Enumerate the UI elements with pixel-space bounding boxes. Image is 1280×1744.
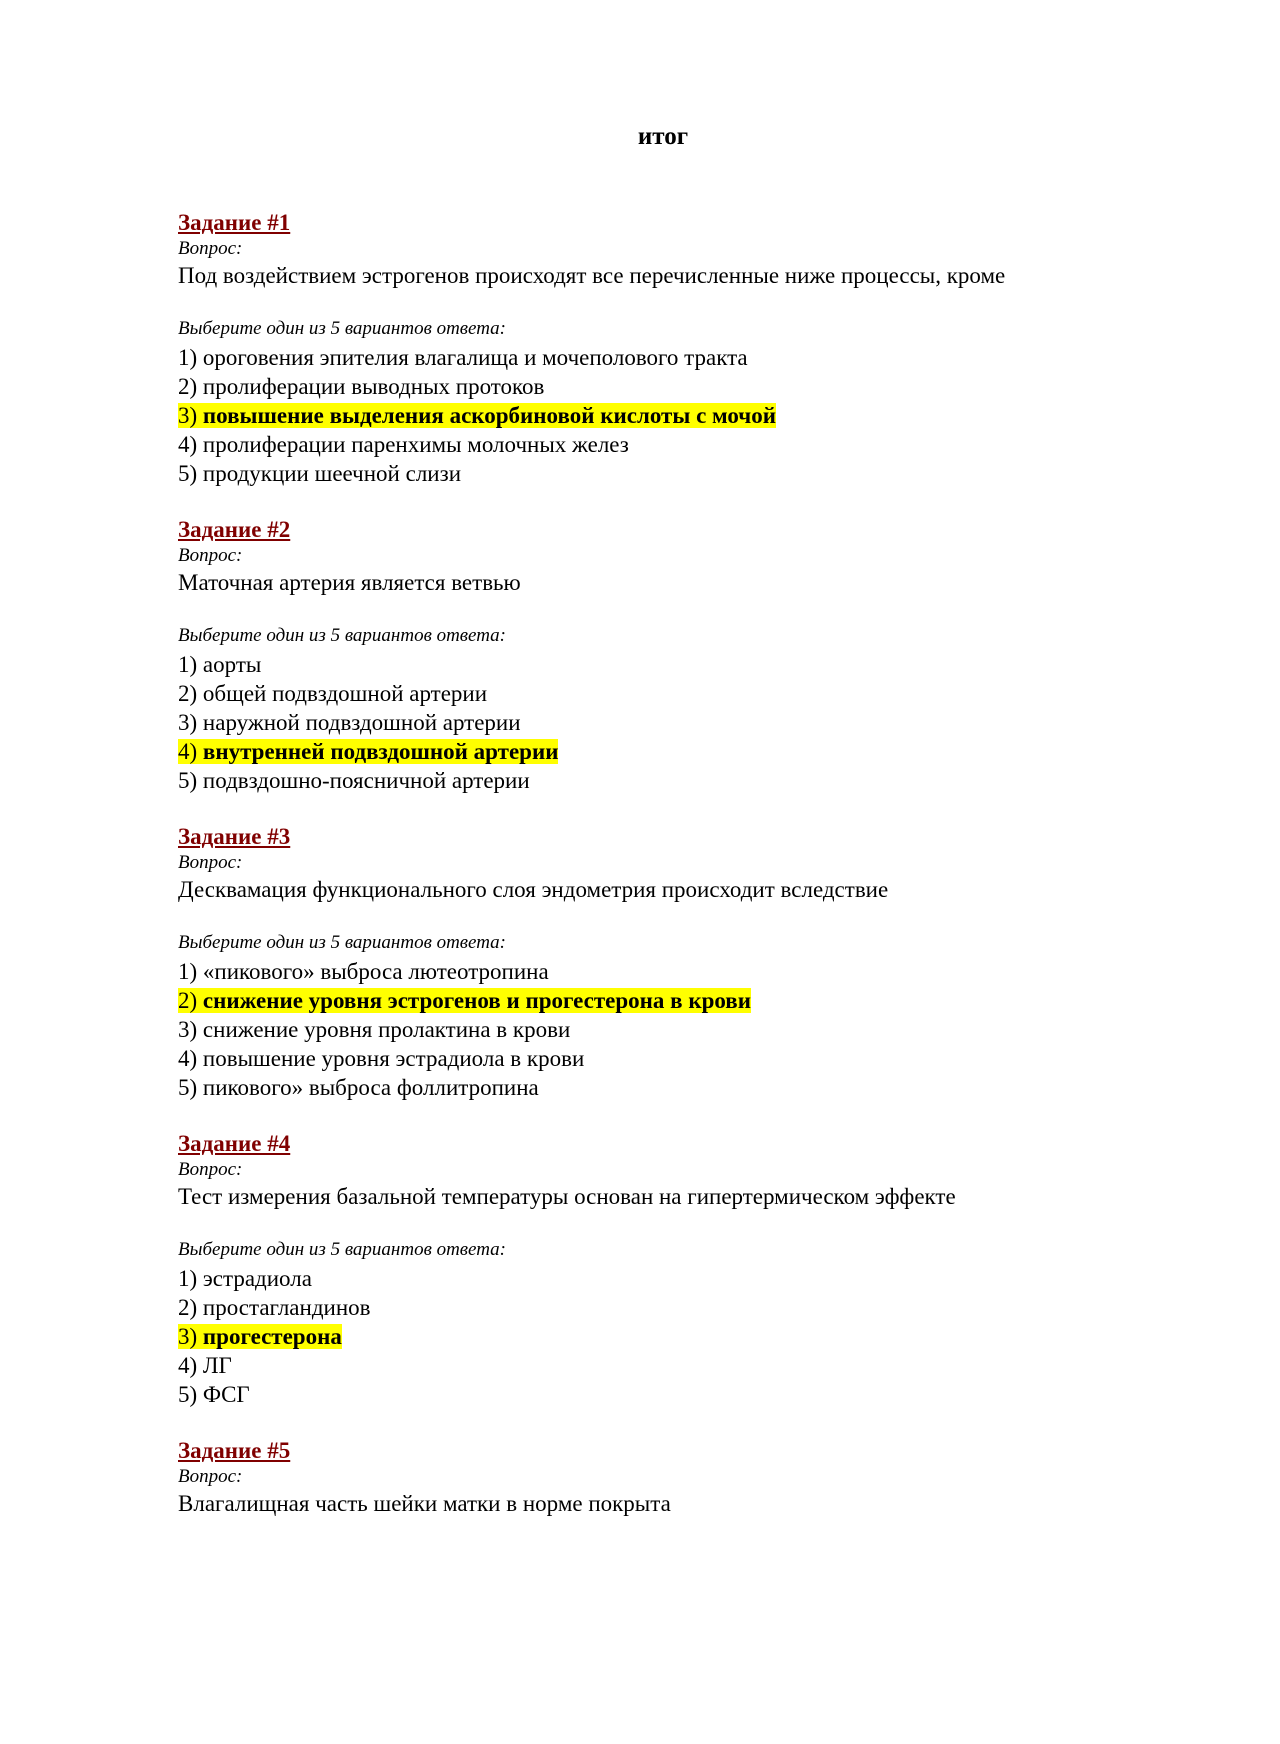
- option-highlight: [178, 710, 521, 735]
- answer-option: [178, 1293, 1118, 1322]
- option-highlight: [178, 681, 487, 706]
- option-text: пикового» выброса фоллитропина: [202, 1075, 539, 1100]
- option-highlight: [178, 1266, 312, 1291]
- option-highlight: [178, 1382, 250, 1407]
- question-label: Вопрос:: [178, 852, 243, 873]
- task-list: [178, 209, 1118, 1744]
- answer-option-correct: [178, 1322, 1118, 1351]
- option-number: 4): [178, 739, 198, 764]
- option-highlight: [178, 1295, 371, 1320]
- task-heading: Задание #5: [178, 1438, 291, 1463]
- task-heading: Задание #4: [178, 1131, 291, 1156]
- answer-option: [178, 430, 1118, 459]
- option-number: 2): [178, 681, 198, 706]
- option-highlight: [178, 1046, 584, 1071]
- option-number: 3): [178, 1017, 198, 1042]
- task-block: [178, 823, 1118, 1130]
- answer-option: [178, 343, 1118, 372]
- question-label: Вопрос:: [178, 545, 243, 566]
- spacer: [178, 597, 1118, 621]
- option-text: «пикового» выброса лютеотропина: [202, 959, 549, 984]
- answer-option: [178, 650, 1118, 679]
- task-block: [178, 1130, 1118, 1437]
- option-number: 1): [178, 345, 198, 370]
- task-block: [178, 1437, 1118, 1744]
- task-heading: Задание #1: [178, 210, 291, 235]
- option-text: ФСГ: [202, 1382, 250, 1407]
- option-text: общей подвздошной артерии: [202, 681, 488, 706]
- answer-option-correct: [178, 737, 1118, 766]
- option-text: эстрадиола: [202, 1266, 312, 1291]
- option-number: 2): [178, 374, 198, 399]
- option-number: 1): [178, 959, 198, 984]
- answer-option-correct: [178, 986, 1118, 1015]
- option-highlight: [178, 1353, 232, 1378]
- option-text: снижение уровня пролактина в крови: [202, 1017, 571, 1042]
- option-number: 4): [178, 1046, 198, 1071]
- question-label: Вопрос:: [178, 1466, 243, 1487]
- option-number: 1): [178, 1266, 198, 1291]
- answer-instruction: Выберите один из 5 вариантов ответа:: [178, 1239, 507, 1260]
- answer-option: [178, 1015, 1118, 1044]
- option-number: 3): [178, 710, 198, 735]
- answer-instruction: Выберите один из 5 вариантов ответа:: [178, 932, 507, 953]
- answer-options: [178, 957, 1118, 1102]
- answer-options: [178, 650, 1118, 795]
- option-highlight: [178, 1075, 539, 1100]
- answer-options: [178, 1264, 1118, 1409]
- option-highlight: [178, 988, 751, 1013]
- answer-options: [178, 343, 1118, 488]
- option-text: наружной подвздошной артерии: [202, 710, 521, 735]
- option-number: 1): [178, 652, 198, 677]
- question-text: Влагалищная часть шейки матки в норме покрыта: [178, 1491, 671, 1516]
- answer-option: [178, 957, 1118, 986]
- question-label: Вопрос:: [178, 238, 243, 259]
- option-highlight: [178, 1324, 342, 1349]
- option-highlight: [178, 1017, 570, 1042]
- option-number: 5): [178, 1075, 198, 1100]
- option-text: внутренней подвздошной артерии: [202, 739, 559, 764]
- spacer: [178, 1211, 1118, 1235]
- option-number: 3): [178, 403, 198, 428]
- question-text: Под воздействием эстрогенов происходят все перечисленные ниже процессы, кроме: [178, 263, 1006, 288]
- option-number: 4): [178, 432, 198, 457]
- answer-option: [178, 459, 1118, 488]
- question-label: Вопрос:: [178, 1159, 243, 1180]
- answer-option: [178, 1044, 1118, 1073]
- answer-option: [178, 1264, 1118, 1293]
- answer-option: [178, 372, 1118, 401]
- option-text: ЛГ: [202, 1353, 232, 1378]
- option-number: 2): [178, 988, 198, 1013]
- spacer: [178, 904, 1118, 928]
- question-text: Десквамация функционального слоя эндометрия происходит вследствие: [178, 877, 889, 902]
- option-text: пролиферации выводных протоков: [202, 374, 545, 399]
- answer-instruction: Выберите один из 5 вариантов ответа:: [178, 625, 507, 646]
- option-highlight: [178, 739, 558, 764]
- answer-option-correct: [178, 401, 1118, 430]
- task-heading: Задание #2: [178, 517, 291, 542]
- task-heading: Задание #3: [178, 824, 291, 849]
- option-text: аорты: [202, 652, 262, 677]
- option-text: продукции шеечной слизи: [202, 461, 461, 486]
- answer-option: [178, 766, 1118, 795]
- answer-option: [178, 679, 1118, 708]
- option-number: 5): [178, 768, 198, 793]
- option-text: снижение уровня эстрогенов и прогестерона в крови: [202, 988, 751, 1013]
- question-text: Маточная артерия является ветвью: [178, 570, 521, 595]
- question-text: Тест измерения базальной температуры основан на гипертермическом эффекте: [178, 1184, 956, 1209]
- option-highlight: [178, 652, 261, 677]
- option-highlight: [178, 403, 776, 428]
- spacer: [178, 290, 1118, 314]
- answer-option: [178, 1351, 1118, 1380]
- answer-option: [178, 1380, 1118, 1409]
- option-highlight: [178, 959, 549, 984]
- option-text: прогестерона: [202, 1324, 342, 1349]
- option-text: пролиферации паренхимы молочных желез: [202, 432, 629, 457]
- answer-option: [178, 1073, 1118, 1102]
- option-text: повышение уровня эстрадиола в крови: [202, 1046, 585, 1071]
- task-block: [178, 209, 1118, 516]
- option-highlight: [178, 432, 629, 457]
- option-highlight: [178, 461, 461, 486]
- answer-instruction: Выберите один из 5 вариантов ответа:: [178, 318, 507, 339]
- option-number: 4): [178, 1353, 198, 1378]
- option-number: 2): [178, 1295, 198, 1320]
- option-highlight: [178, 345, 748, 370]
- option-number: 5): [178, 461, 198, 486]
- option-text: повышение выделения аскорбиновой кислоты с мочой: [202, 403, 777, 428]
- option-text: подвздошно-поясничной артерии: [202, 768, 530, 793]
- answer-option: [178, 708, 1118, 737]
- task-block: [178, 516, 1118, 823]
- option-number: 3): [178, 1324, 198, 1349]
- document-title: итог: [637, 123, 689, 150]
- option-highlight: [178, 768, 530, 793]
- option-highlight: [178, 374, 544, 399]
- option-text: ороговения эпителия влагалища и мочеполового тракта: [202, 345, 748, 370]
- option-text: простагландинов: [202, 1295, 371, 1320]
- option-number: 5): [178, 1382, 198, 1407]
